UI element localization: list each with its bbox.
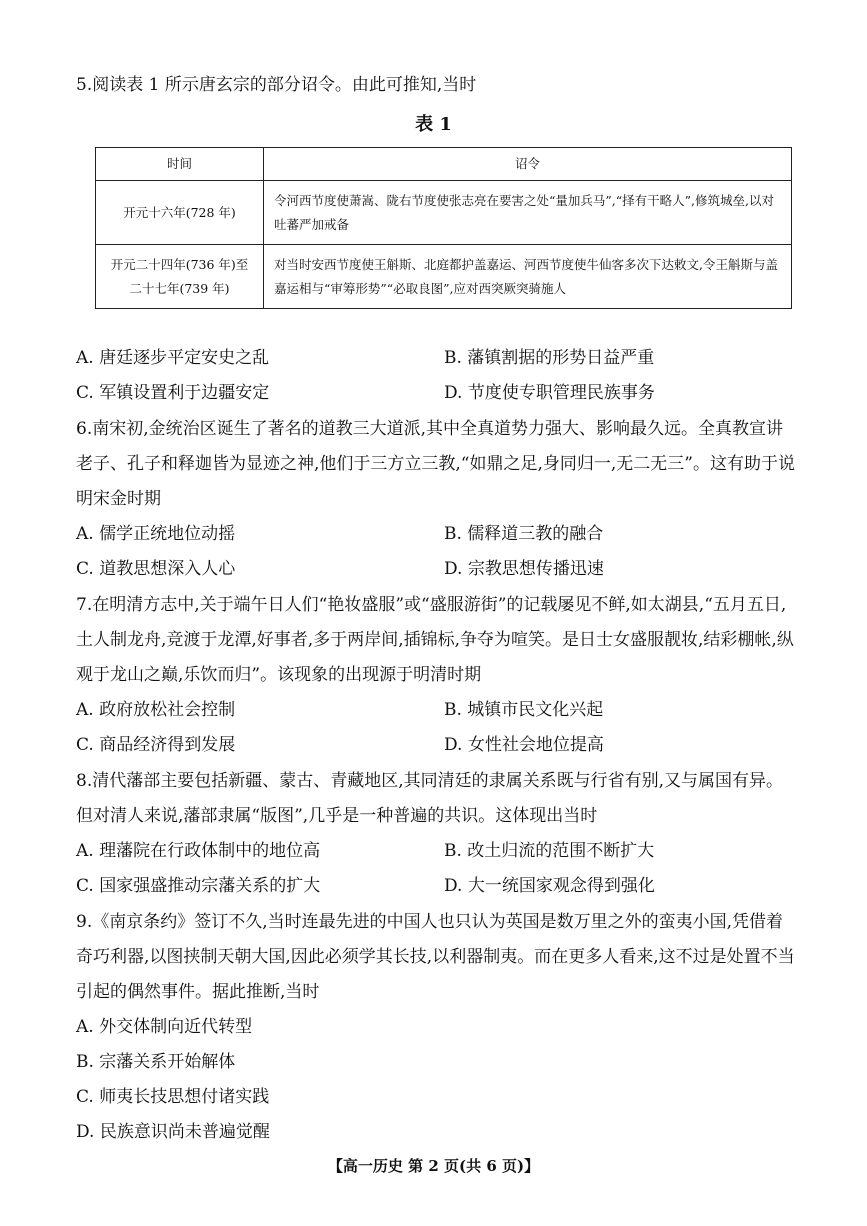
question-8-options bbox=[76, 834, 796, 904]
question-7-stem bbox=[76, 588, 796, 693]
option-c[interactable]: C. 商品经济得到发展 bbox=[76, 735, 236, 755]
option-d[interactable]: D. 民族意识尚未普遍觉醒 bbox=[76, 1122, 270, 1142]
header-decree: 诏令 bbox=[264, 148, 792, 181]
table-row bbox=[96, 181, 792, 245]
option-a[interactable]: A. 理藩院在行政体制中的地位高 bbox=[76, 841, 321, 861]
option-c[interactable]: C. 师夷长技思想付诸实践 bbox=[76, 1087, 270, 1107]
option-d[interactable]: D. 大一统国家观念得到强化 bbox=[444, 876, 655, 896]
question-5-stem bbox=[76, 68, 796, 103]
question-6-options bbox=[76, 517, 796, 587]
option-d[interactable]: D. 节度使专职管理民族事务 bbox=[444, 383, 655, 403]
table-header-row bbox=[96, 148, 792, 181]
page-footer: 【高一历史 第 2 页(共 6 页)】 bbox=[327, 1157, 540, 1175]
option-b[interactable]: B. 城镇市民文化兴起 bbox=[444, 700, 604, 720]
question-7-text: 7.在明清方志中,关于端午日人们“艳妆盛服”或“盛服游街”的记载屡见不鲜,如太湖县,“五月五日,土人制龙舟,竞渡于龙潭,好事者,多于两岸间,插锦标,争夺为喧笑。是日士女盛服靓妆,结彩棚帐,纵观于龙山之巅,乐饮而归”。该现象的出现源于明清时期 bbox=[76, 595, 794, 685]
question-9-stem bbox=[76, 905, 796, 1010]
option-d[interactable]: D. 女性社会地位提高 bbox=[444, 735, 604, 755]
option-d[interactable]: D. 宗教思想传播迅速 bbox=[444, 559, 604, 579]
option-a[interactable]: A. 外交体制向近代转型 bbox=[76, 1017, 253, 1037]
option-c[interactable]: C. 道教思想深入人心 bbox=[76, 559, 236, 579]
option-b[interactable]: B. 藩镇割据的形势日益严重 bbox=[444, 348, 655, 368]
option-b[interactable]: B. 改土归流的范围不断扩大 bbox=[444, 841, 655, 861]
row-decree: 对当时安西节度使王斛斯、北庭都护盖嘉运、河西节度使牛仙客多次下达敕文,令王斛斯与盖嘉运相与“审筹形势”“必取良图”,应对西突厥突骑施人 bbox=[264, 245, 792, 309]
row-decree: 令河西节度使萧嵩、陇右节度使张志亮在要害之处“量加兵马”,“择有干略人”,修筑城垒,以对吐蕃严加戒备 bbox=[264, 181, 792, 245]
question-6-text: 6.南宋初,金统治区诞生了著名的道教三大道派,其中全真道势力强大、影响最久远。全真教宣讲老子、孔子和释迦皆为显迹之神,他们于三方立三教,“如鼎之足,身同归一,无二无三”。这有助于说明宋金时期 bbox=[76, 419, 795, 509]
option-c[interactable]: C. 军镇设置利于边疆安定 bbox=[76, 383, 270, 403]
question-8-text: 8.清代藩部主要包括新疆、蒙古、青藏地区,其同清廷的隶属关系既与行省有别,又与属国有异。但对清人来说,藩部隶属“版图”,几乎是一种普遍的共识。这体现出当时 bbox=[76, 771, 784, 826]
option-b[interactable]: B. 儒释道三教的融合 bbox=[444, 524, 604, 544]
question-7-options bbox=[76, 693, 796, 763]
question-5-options bbox=[76, 341, 796, 411]
question-5-text: 5.阅读表 1 所示唐玄宗的部分诏令。由此可推知,当时 bbox=[76, 75, 477, 95]
table-row bbox=[96, 245, 792, 309]
question-8-stem bbox=[76, 764, 796, 834]
option-a[interactable]: A. 儒学正统地位动摇 bbox=[76, 524, 236, 544]
option-a[interactable]: A. 唐廷逐步平定安史之乱 bbox=[76, 348, 270, 368]
question-9-options bbox=[76, 1010, 796, 1150]
row-time: 开元十六年(728 年) bbox=[96, 181, 264, 245]
option-c[interactable]: C. 国家强盛推动宗藩关系的扩大 bbox=[76, 876, 321, 896]
header-time: 时间 bbox=[96, 148, 264, 181]
question-9-text: 9.《南京条约》签订不久,当时连最先进的中国人也只认为英国是数万里之外的蛮夷小国,凭借着奇巧利器,以图挟制天朝大国,因此必须学其长技,以利器制夷。而在更多人看来,这不过是处置不当引起的偶然事件。据此推断,当时 bbox=[76, 912, 795, 1002]
decree-table bbox=[95, 147, 792, 309]
option-a[interactable]: A. 政府放松社会控制 bbox=[76, 700, 236, 720]
row-time: 开元二十四年(736 年)至二十七年(739 年) bbox=[96, 245, 264, 309]
question-6-stem bbox=[76, 412, 796, 517]
option-b[interactable]: B. 宗藩关系开始解体 bbox=[76, 1052, 236, 1072]
table-title: 表 1 bbox=[415, 114, 452, 135]
